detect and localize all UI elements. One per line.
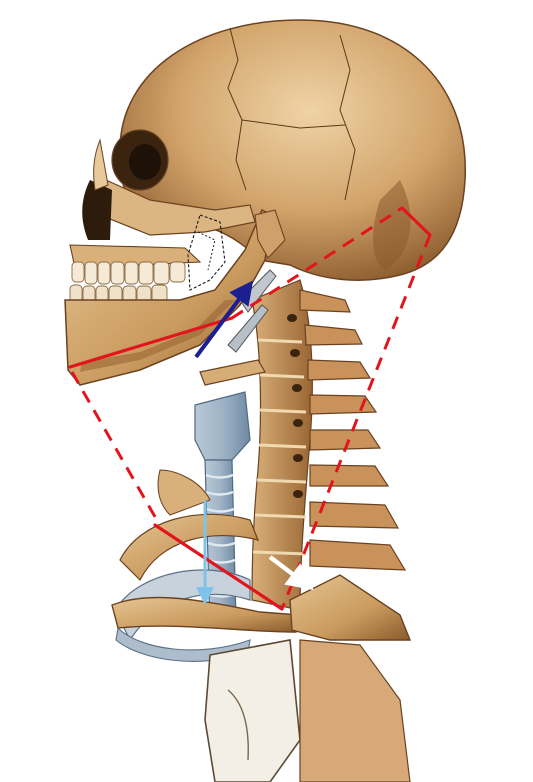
nasal-bone <box>94 140 108 190</box>
manubrium <box>205 640 300 782</box>
upper-teeth <box>72 262 185 284</box>
orbit-inner <box>129 144 161 180</box>
trachea <box>205 460 236 624</box>
dashed-red-line-anterior <box>72 372 158 522</box>
cranium <box>120 20 466 280</box>
upper-arm-outline <box>300 640 410 782</box>
scapula-acromion <box>290 575 410 640</box>
thyroid-cartilage <box>195 392 250 460</box>
upper-thorax <box>158 470 210 515</box>
sketch-outline-2 <box>198 232 215 270</box>
hyoid-bone <box>200 360 265 385</box>
